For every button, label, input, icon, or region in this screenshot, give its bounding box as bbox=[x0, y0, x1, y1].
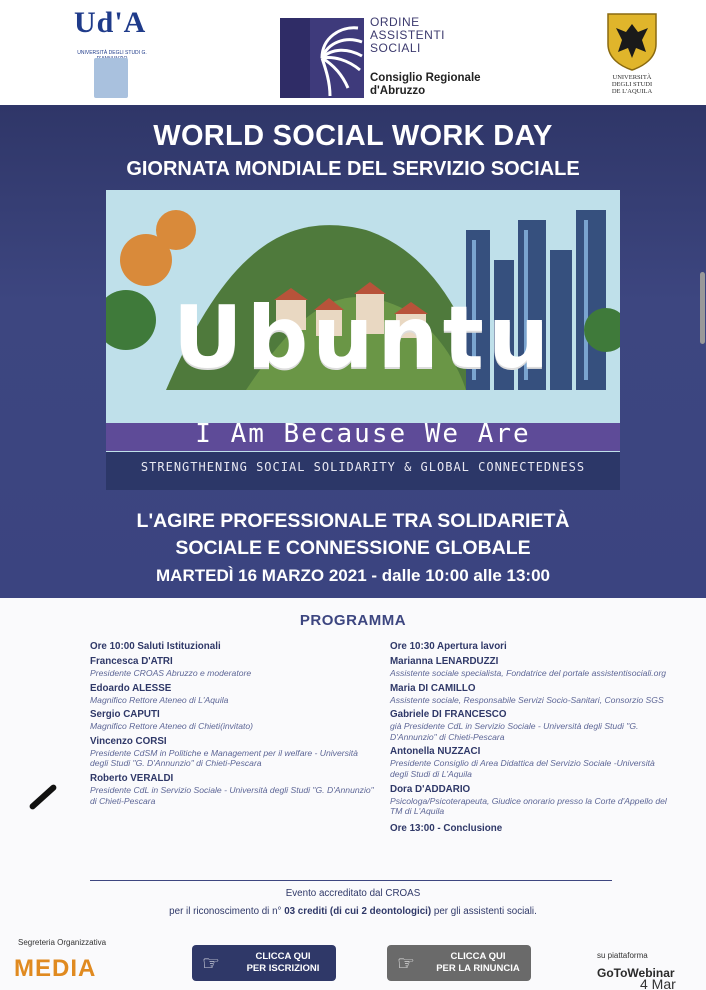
title-italian: GIORNATA MONDIALE DEL SERVIZIO SOCIALE bbox=[126, 158, 580, 180]
media-logo-text: MEDIA bbox=[14, 955, 97, 982]
speaker-item bbox=[390, 709, 675, 742]
eagle-crest-icon bbox=[600, 10, 664, 72]
speaker-item bbox=[390, 656, 675, 679]
section-heading: Ore 10:30 Apertura lavori bbox=[390, 641, 507, 652]
programma-left-column bbox=[90, 641, 375, 810]
media-logo bbox=[14, 955, 96, 983]
speaker-item bbox=[90, 773, 375, 806]
speaker-role: Assistente sociale specialista, Fondatrice del portale assistentisociali.org bbox=[390, 668, 667, 678]
speaker-item bbox=[90, 656, 375, 679]
univ-line3: DE L'AQUILA bbox=[611, 88, 653, 95]
speaker-role: Presidente Consiglio di Area Didattica del Servizio Sociale -Università degli Studi di L'Aquila bbox=[390, 758, 655, 779]
event-subtitle bbox=[0, 508, 706, 562]
speaker-name: Edoardo ALESSE bbox=[90, 682, 172, 694]
header-logos bbox=[0, 0, 706, 105]
motto-text: I Am Because We Are bbox=[195, 419, 531, 449]
accreditation-post: per gli assistenti sociali. bbox=[433, 906, 537, 917]
accreditation-pre: per il riconoscimento di n° bbox=[169, 906, 282, 917]
iscrizioni-label bbox=[230, 951, 336, 975]
ubuntu-word: Ubuntu bbox=[172, 288, 554, 388]
speaker-item bbox=[390, 683, 675, 706]
section-heading: Ore 10:00 Saluti Istituzionali bbox=[90, 641, 221, 652]
oas-region-line2: d'Abruzzo bbox=[370, 85, 426, 97]
iscrizioni-button[interactable] bbox=[192, 945, 336, 981]
speaker-name: Gabriele DI FRANCESCO bbox=[390, 709, 507, 721]
uda-tower-icon bbox=[94, 58, 128, 98]
speaker-role: Psicologa/Psicoterapeuta, Giudice onorario presso la Corte d'Appello del TM di L'Aquila bbox=[390, 795, 667, 817]
speaker-item bbox=[390, 784, 675, 817]
speaker-role: già Presidente CdL in Servizio Sociale - Università degli Studi "G. D'Annunzio" di Chieti-Pescara bbox=[390, 721, 639, 742]
rinuncia-button[interactable] bbox=[387, 945, 531, 981]
iscrizioni-label-line2: PER ISCRIZIONI bbox=[246, 963, 320, 974]
iscrizioni-label-line1: CLICCA QUI bbox=[255, 951, 311, 962]
speaker-name: Francesca D'ATRI bbox=[90, 656, 173, 667]
title-english: WORLD SOCIAL WORK DAY bbox=[153, 120, 553, 152]
programma-title: PROGRAMMA bbox=[299, 612, 407, 629]
rinuncia-label bbox=[425, 951, 531, 975]
univ-line2: DEGLI STUDI bbox=[611, 81, 653, 88]
speaker-item bbox=[90, 709, 375, 732]
oas-line2: ASSISTENTI bbox=[370, 28, 446, 42]
speaker-name: Vincenzo CORSI bbox=[90, 735, 167, 747]
ubuntu-illustration bbox=[106, 190, 620, 490]
pointing-hand-icon: ☞ bbox=[397, 952, 415, 975]
speaker-role: Magnifico Rettore Ateneo di Chieti(invitato) bbox=[90, 721, 254, 732]
speaker-name: Antonella NUZZACI bbox=[390, 746, 481, 758]
subtitle-line1: L'AGIRE PROFESSIONALE TRA SOLIDARIETÀ bbox=[136, 510, 570, 532]
segreteria-label: Segreteria Organizzativa bbox=[18, 938, 107, 947]
uda-logo-sub: UNIVERSITÀ DEGLI STUDI G. bbox=[77, 50, 147, 56]
gotowebinar-text: GoToWebinar bbox=[597, 966, 675, 980]
subtitle-line2: SOCIALE E CONNESSIONE GLOBALE bbox=[175, 537, 531, 559]
speaker-item bbox=[90, 736, 375, 769]
scrollbar[interactable] bbox=[700, 272, 705, 344]
speaker-role: Presidente CdL in Servizio Sociale - Università degli Studi "G. D'Annunzio" di Chieti-Pescara bbox=[90, 784, 374, 806]
uda-logo-text: Ud'A bbox=[74, 6, 147, 39]
speaker-name: Dora D'ADDARIO bbox=[390, 783, 471, 795]
speaker-name: Sergio CAPUTI bbox=[90, 709, 160, 721]
speaker-name: Maria DI CAMILLO bbox=[390, 682, 476, 694]
date-stamp: 4 Mar bbox=[640, 976, 676, 990]
accreditation-line2 bbox=[0, 906, 706, 917]
tagline-text: STRENGTHENING SOCIAL SOLIDARITY & GLOBAL CONNECTEDNESS bbox=[140, 460, 586, 474]
speaker-role: Assistente sociale, Responsabile Servizi Socio-Sanitari, Consorzio SGS bbox=[390, 694, 664, 705]
rinuncia-label-line1: CLICCA QUI bbox=[450, 951, 506, 962]
pen-annotation-icon bbox=[28, 783, 57, 810]
pointing-hand-icon: ☞ bbox=[202, 952, 220, 975]
programma-right-column bbox=[390, 641, 675, 834]
univ-line1: UNIVERSITÀ bbox=[612, 74, 652, 81]
speaker-name: Roberto VERALDI bbox=[90, 772, 174, 784]
oas-line3: SOCIALI bbox=[370, 41, 421, 55]
oas-region bbox=[370, 72, 481, 98]
oas-line1: ORDINE bbox=[370, 15, 420, 29]
speaker-role: Magnifico Rettore Ateneo di L'Aquila bbox=[90, 694, 229, 705]
oas-logo-icon bbox=[280, 18, 364, 98]
speaker-item bbox=[390, 746, 675, 779]
speaker-role: Presidente CdSM in Politiche e Management per il welfare - Università degli Studi "G. D'Annunzio" di Chieti-Pescara bbox=[90, 747, 358, 769]
oas-name bbox=[370, 16, 445, 55]
speaker-item bbox=[90, 683, 375, 706]
event-date: MARTEDÌ 16 MARZO 2021 - dalle 10:00 alle 13:00 bbox=[156, 566, 550, 585]
uda-logo bbox=[64, 6, 160, 98]
univ-laquila-logo bbox=[600, 10, 664, 100]
univ-name bbox=[596, 74, 668, 95]
speaker-role: Presidente CROAS Abruzzo e moderatore bbox=[90, 668, 252, 678]
rinuncia-label-line2: PER LA RINUNCIA bbox=[436, 963, 520, 974]
platform-label: su piattaforma bbox=[597, 951, 648, 960]
accreditation-credits: 03 crediti (di cui 2 deontologici) bbox=[284, 906, 432, 917]
conclusion-time: Ore 13:00 - Conclusione bbox=[390, 822, 503, 834]
speaker-name: Marianna LENARDUZZI bbox=[390, 656, 499, 667]
oas-region-line1: Consiglio Regionale bbox=[370, 72, 481, 84]
accreditation-line1: Evento accreditato dal CROAS bbox=[285, 888, 421, 899]
divider bbox=[90, 880, 612, 881]
